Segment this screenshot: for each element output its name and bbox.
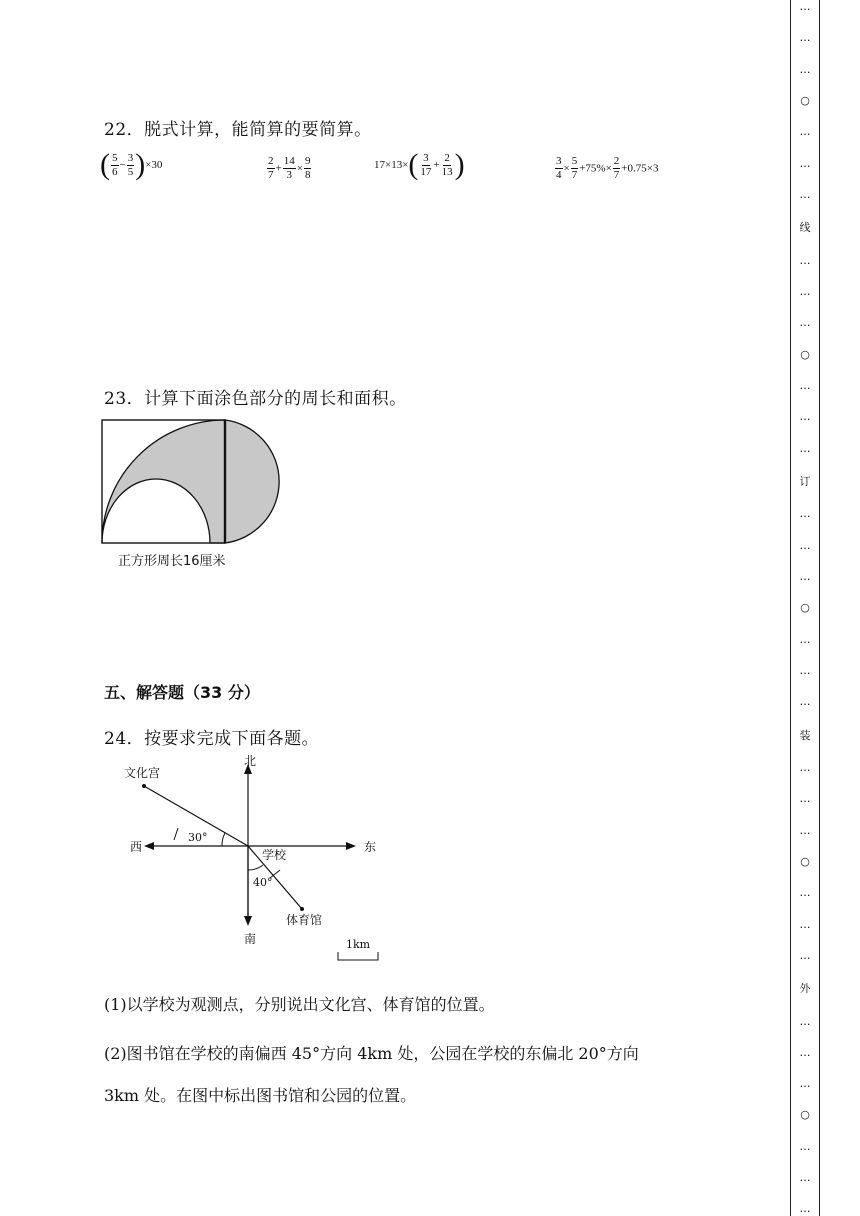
- binding-dots: …: [799, 1045, 811, 1059]
- south-arrow-icon: [244, 916, 252, 926]
- q24-title: 24．按要求完成下面各题。: [104, 729, 320, 749]
- binding-dots: …: [799, 253, 811, 267]
- binding-dots: …: [799, 187, 811, 201]
- q22-expression-1: ( $\frac{5}{6}$ − $\frac{3}{5}$ )×30: [100, 148, 163, 181]
- binding-column: [791, 0, 819, 1216]
- binding-dots: …: [799, 917, 811, 931]
- binding-circle: ○: [800, 1108, 810, 1122]
- binding-dots: …: [799, 823, 811, 837]
- binding-dots: …: [799, 632, 811, 646]
- binding-dots: …: [799, 284, 811, 298]
- binding-dots: …: [799, 569, 811, 583]
- binding-dots: …: [799, 62, 811, 76]
- binding-dots: …: [799, 0, 811, 13]
- binding-circle: ○: [800, 93, 810, 107]
- label-west: 西: [130, 840, 143, 854]
- binding-label: 装: [799, 728, 811, 742]
- east-arrow-icon: [346, 842, 356, 850]
- binding-dots: …: [799, 1202, 811, 1216]
- binding-dots: …: [799, 156, 811, 170]
- binding-dots: …: [799, 1171, 811, 1185]
- q22-title: 22．脱式计算，能简算的要简算。: [104, 120, 372, 140]
- binding-dots: …: [799, 538, 811, 552]
- scale-bar: [338, 952, 378, 960]
- binding-dots: …: [799, 316, 811, 330]
- binding-dots: …: [799, 760, 811, 774]
- label-school: 学校: [262, 848, 287, 862]
- binding-circle: ○: [800, 601, 810, 615]
- binding-dots: …: [799, 948, 811, 962]
- binding-dots: …: [799, 663, 811, 677]
- q24-part-2-line-1: (2)图书馆在学校的南偏西 45°方向 4km 处，公园在学校的东偏北 20°方向: [104, 1044, 639, 1063]
- binding-dots: …: [799, 695, 811, 709]
- binding-dots: …: [799, 378, 811, 392]
- shaded-region: [102, 420, 279, 543]
- label-angle-40: 40°: [253, 876, 273, 889]
- q22-expression-3: 17×13×( $\frac{3}{17}$ + $\frac{2}{13}$ ): [374, 148, 465, 181]
- label-east: 东: [364, 840, 377, 854]
- binding-dots: …: [799, 31, 811, 45]
- label-north: 北: [244, 754, 257, 768]
- binding-dots: …: [799, 441, 811, 455]
- q22-expression-4: $\frac{3}{4}$ × $\frac{5}{7}$ +75%× $\frac{2}{7}$ +0.75×3: [556, 155, 659, 181]
- angle-arc-40: [248, 865, 263, 870]
- label-gym: 体育馆: [286, 913, 323, 927]
- angle-arc-30: [222, 833, 225, 846]
- culture-tick: [174, 828, 178, 840]
- culture-point: [142, 784, 146, 788]
- binding-circle: ○: [800, 347, 810, 361]
- binding-dots: …: [799, 1077, 811, 1091]
- west-arrow-icon: [144, 842, 154, 850]
- label-south: 南: [244, 932, 257, 946]
- q24-part-1: (1)以学校为观测点，分别说出文化宫、体育馆的位置。: [104, 995, 495, 1014]
- binding-dots: …: [799, 125, 811, 139]
- binding-dots: …: [799, 792, 811, 806]
- binding-dots: …: [799, 410, 811, 424]
- shaded-figure: [100, 416, 300, 551]
- figure-caption: 正方形周长16厘米: [118, 554, 226, 569]
- q23-title: 23．计算下面涂色部分的周长和面积。: [104, 389, 407, 409]
- binding-circle: ○: [800, 854, 810, 868]
- q22-expression-2: $\frac{2}{7}$ + $\frac{14}{3}$ × $\frac{9}{8}$: [268, 155, 311, 181]
- binding-margin: [790, 0, 820, 1216]
- binding-dots: …: [799, 1014, 811, 1028]
- binding-label: 外: [799, 982, 811, 996]
- label-culture: 文化宫: [124, 766, 161, 780]
- section-5-title: 五、解答题（33 分）: [104, 683, 260, 702]
- binding-label: 线: [799, 221, 811, 235]
- q24-part-2-line-2: 3km 处。在图中标出图书馆和公园的位置。: [104, 1086, 417, 1105]
- binding-dots: …: [799, 886, 811, 900]
- label-angle-30: 30°: [188, 831, 208, 844]
- binding-label: 订: [799, 474, 811, 488]
- label-scale: 1km: [346, 938, 371, 951]
- binding-dots: …: [799, 507, 811, 521]
- binding-dots: …: [799, 1139, 811, 1153]
